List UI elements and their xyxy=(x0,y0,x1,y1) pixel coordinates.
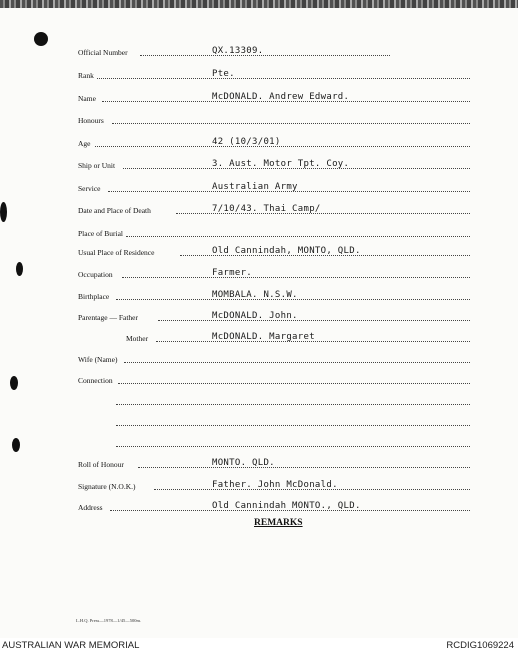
birthplace-label: Birthplace xyxy=(78,292,110,301)
usual-residence-label: Usual Place of Residence xyxy=(78,248,155,257)
scan-edge xyxy=(0,0,518,8)
field-usual-residence xyxy=(0,242,518,258)
form-printer-code: L.H.Q. Press—1978—1/45—500m. xyxy=(76,618,142,623)
dotted-line xyxy=(116,425,470,426)
field-rank xyxy=(0,65,518,81)
address-value: Old Cannindah MONTO., QLD. xyxy=(212,501,361,511)
dotted-line xyxy=(138,467,470,468)
archive-record-id: RCDIG1069224 xyxy=(446,640,514,651)
name-value: McDONALD. Andrew Edward. xyxy=(212,92,350,102)
address-label: Address xyxy=(78,503,103,512)
connection-blank-line xyxy=(0,391,518,407)
dotted-line xyxy=(97,78,470,79)
field-connection xyxy=(0,370,518,386)
connection-blank-line xyxy=(0,433,518,449)
dotted-line xyxy=(118,383,470,384)
parentage-father-value: McDONALD. John. xyxy=(212,311,298,321)
remarks-heading: REMARKS xyxy=(254,518,303,528)
dotted-line xyxy=(116,404,470,405)
field-wife xyxy=(0,349,518,365)
service-label: Service xyxy=(78,184,101,193)
field-roll-of-honour xyxy=(0,454,518,470)
field-address xyxy=(0,497,518,513)
dotted-line xyxy=(122,277,470,278)
place-of-burial-label: Place of Burial xyxy=(78,229,123,238)
date-place-death-value: 7/10/43. Thai Camp/ xyxy=(212,204,321,214)
birthplace-value: MOMBALA. N.S.W. xyxy=(212,290,298,300)
dotted-line xyxy=(116,446,470,447)
field-name xyxy=(0,88,518,104)
signature-label: Signature (N.O.K.) xyxy=(78,482,136,491)
occupation-label: Occupation xyxy=(78,270,113,279)
official-number-label: Official Number xyxy=(78,48,128,57)
dotted-line xyxy=(158,320,470,321)
archive-footer xyxy=(0,638,518,653)
date-place-death-label: Date and Place of Death xyxy=(78,206,151,215)
honours-label: Honours xyxy=(78,116,104,125)
mother-label: Mother xyxy=(126,334,149,343)
occupation-value: Farmer. xyxy=(212,268,253,278)
roll-of-honour-label: Roll of Honour xyxy=(78,460,124,469)
parentage-father-label: Parentage — Father xyxy=(78,313,138,322)
name-label: Name xyxy=(78,94,96,103)
dotted-line xyxy=(124,362,470,363)
field-birthplace xyxy=(0,286,518,302)
official-number-value: QX.13309. xyxy=(212,46,264,56)
field-official-number xyxy=(0,42,518,58)
age-label: Age xyxy=(78,139,91,148)
signature-value: Father. John McDonald. xyxy=(212,480,338,490)
dotted-line xyxy=(112,123,470,124)
field-date-place-death xyxy=(0,200,518,216)
field-ship-or-unit xyxy=(0,155,518,171)
service-value: Australian Army xyxy=(212,182,298,192)
rank-label: Rank xyxy=(78,71,94,80)
field-occupation xyxy=(0,264,518,280)
field-age xyxy=(0,133,518,149)
field-place-of-burial xyxy=(0,223,518,239)
field-parentage-father xyxy=(0,307,518,323)
mother-value: McDONALD. Margaret xyxy=(212,332,315,342)
usual-residence-value: Old Cannindah, MONTO, QLD. xyxy=(212,246,361,256)
roll-of-honour-value: MONTO. QLD. xyxy=(212,458,275,468)
wife-label: Wife (Name) xyxy=(78,355,118,364)
field-mother xyxy=(0,328,518,344)
rank-value: Pte. xyxy=(212,69,235,79)
dotted-line xyxy=(126,236,470,237)
dotted-line xyxy=(140,55,390,56)
connection-label: Connection xyxy=(78,376,113,385)
field-honours xyxy=(0,110,518,126)
field-signature xyxy=(0,476,518,492)
ship-or-unit-label: Ship or Unit xyxy=(78,161,116,170)
dotted-line xyxy=(95,146,470,147)
age-value: 42 (10/3/01) xyxy=(212,137,281,147)
archive-name: AUSTRALIAN WAR MEMORIAL xyxy=(2,640,140,651)
connection-blank-line xyxy=(0,412,518,428)
field-service xyxy=(0,178,518,194)
ship-or-unit-value: 3. Aust. Motor Tpt. Coy. xyxy=(212,159,350,169)
